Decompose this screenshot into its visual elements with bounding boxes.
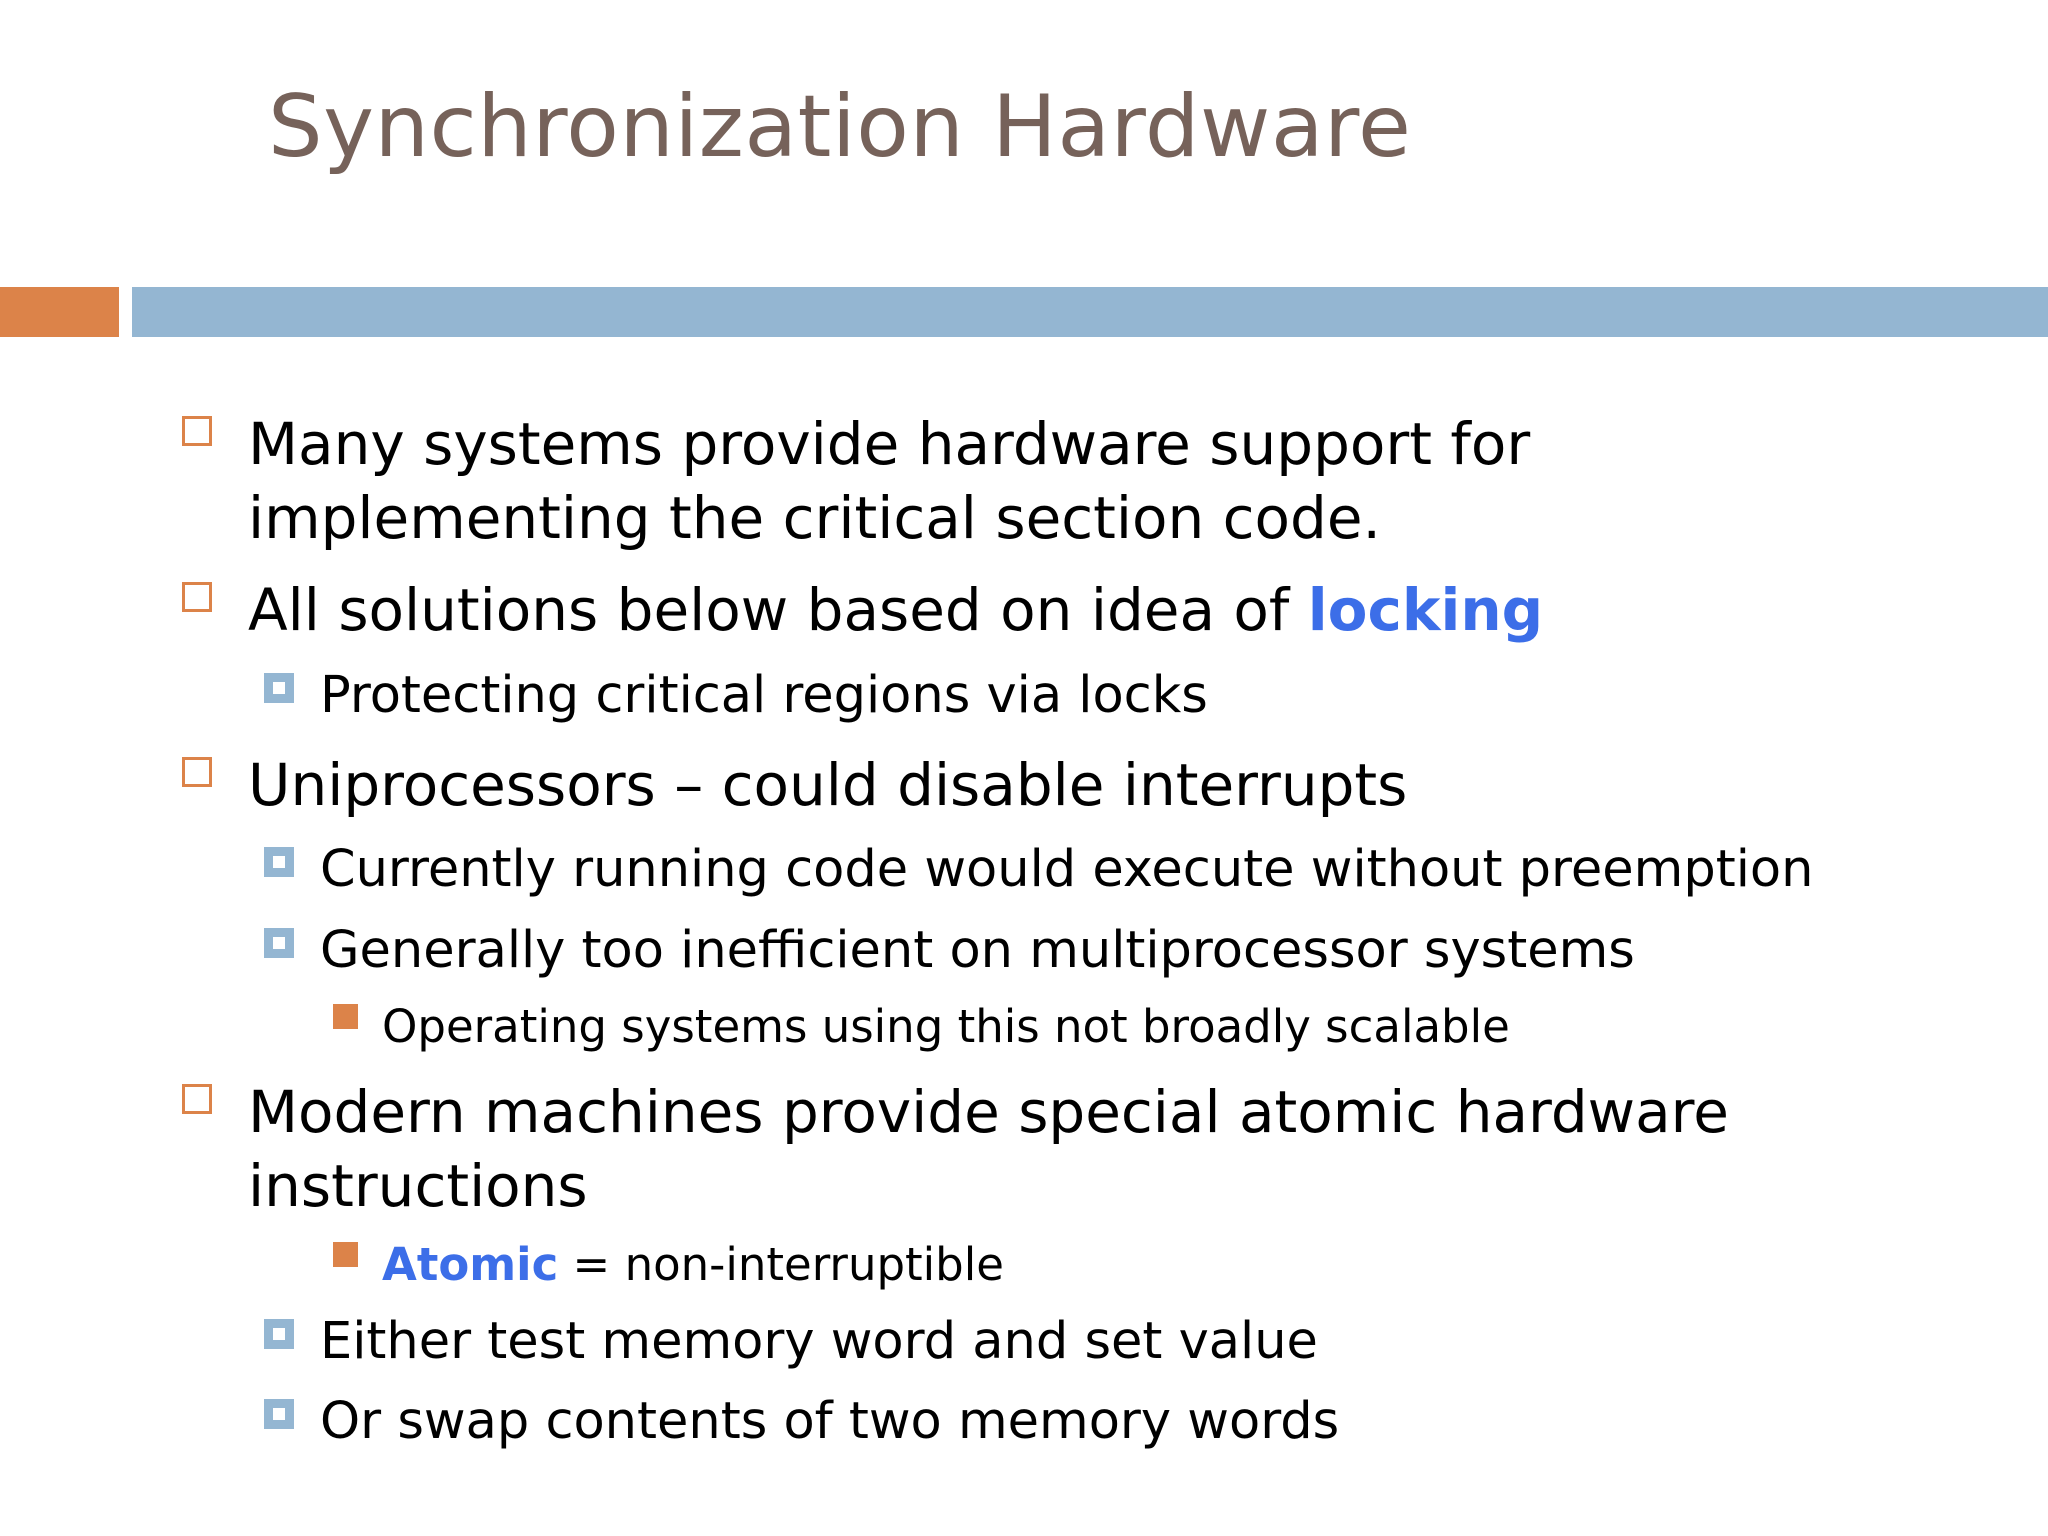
- header-accent-blue: [132, 287, 2048, 337]
- list-item-line: instructions: [248, 1152, 588, 1220]
- list-item-line: Modern machines provide special atomic hardware: [248, 1078, 1729, 1146]
- list-item: [248, 1075, 1729, 1223]
- filled-square-bullet-icon: [264, 1399, 294, 1429]
- list-item-line: implementing the critical section code.: [248, 484, 1381, 552]
- list-item-text: All solutions below based on idea of: [248, 576, 1308, 644]
- square-bullet-icon: [182, 757, 212, 787]
- list-item: Currently running code would execute without preemption: [320, 840, 1814, 899]
- small-square-bullet-icon: [333, 1242, 358, 1267]
- list-item: Operating systems using this not broadly scalable: [382, 1000, 1510, 1053]
- list-item: [248, 573, 1543, 647]
- highlighted-term: locking: [1307, 576, 1544, 644]
- list-item-text: = non-interruptible: [558, 1238, 1004, 1291]
- square-bullet-icon: [182, 1084, 212, 1114]
- filled-square-bullet-icon: [264, 673, 294, 703]
- slide-title: Synchronization Hardware: [268, 77, 1412, 177]
- filled-square-bullet-icon: [264, 847, 294, 877]
- filled-square-bullet-icon: [264, 928, 294, 958]
- filled-square-bullet-icon: [264, 1319, 294, 1349]
- list-item: Either test memory word and set value: [320, 1312, 1318, 1371]
- list-item: [248, 407, 1530, 555]
- square-bullet-icon: [182, 416, 212, 446]
- list-item: Or swap contents of two memory words: [320, 1392, 1340, 1451]
- header-accent-orange: [0, 287, 119, 337]
- highlighted-term: Atomic: [382, 1238, 559, 1291]
- square-bullet-icon: [182, 582, 212, 612]
- list-item: Uniprocessors – could disable interrupts: [248, 751, 1408, 819]
- list-item: Protecting critical regions via locks: [320, 666, 1208, 725]
- list-item: [382, 1237, 1004, 1293]
- list-item: Generally too inefficient on multiprocessor systems: [320, 921, 1635, 980]
- small-square-bullet-icon: [333, 1004, 358, 1029]
- list-item-line: Many systems provide hardware support for: [248, 410, 1531, 478]
